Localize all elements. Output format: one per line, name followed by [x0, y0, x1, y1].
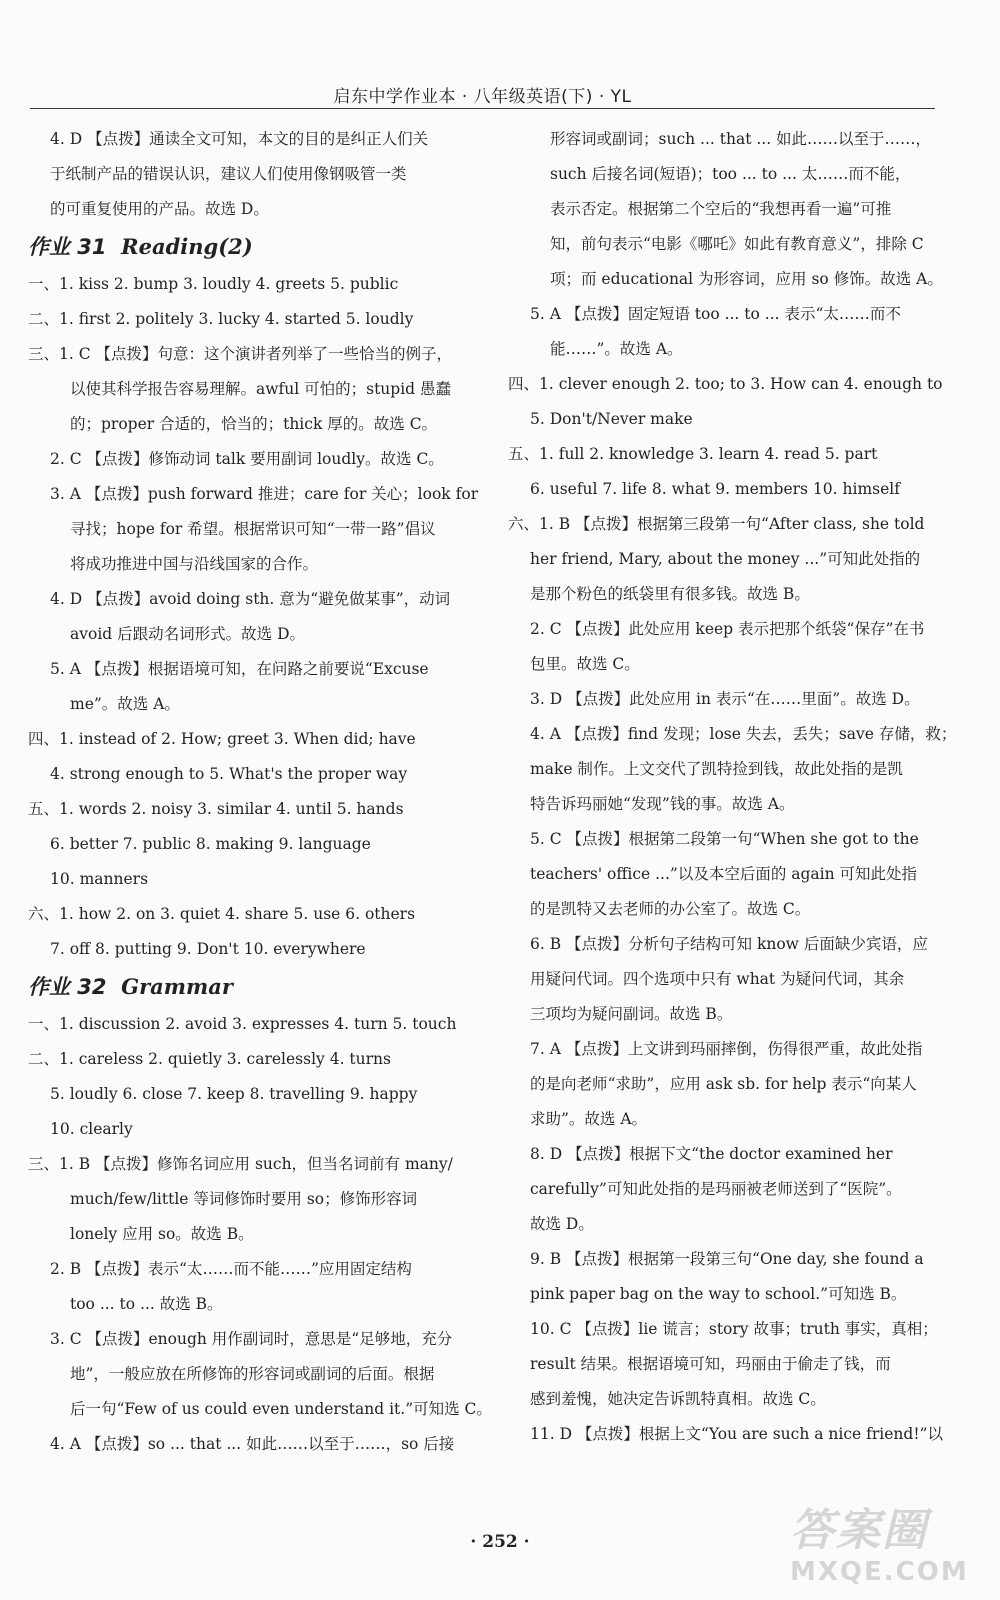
answer-line: 2. C 【点拨】修饰动词 talk 要用副词 loudly。故选 C。: [50, 450, 444, 468]
answer-line: 四、1. instead of 2. How; greet 3. When did; have: [28, 730, 416, 748]
answer-line: 3. D 【点拨】此处应用 in 表示“在……里面”。故选 D。: [530, 690, 920, 708]
answer-line: 6. useful 7. life 8. what 9. members 10. himself: [530, 480, 900, 498]
answer-line: 5. C 【点拨】根据第二段第一句“When she got to the: [530, 830, 919, 848]
answer-line: much/few/little 等词修饰时要用 so；修饰形容词: [70, 1190, 418, 1208]
answer-line: 6. better 7. public 8. making 9. language: [50, 835, 371, 853]
answer-line: too ... to ... 故选 B。: [70, 1295, 223, 1313]
answer-line: 的可重复使用的产品。故选 D。: [50, 200, 269, 218]
answer-line: 表示否定。根据第二个空后的“我想再看一遍”可推: [550, 200, 892, 218]
watermark-logo-text: 答案圈: [790, 1505, 928, 1556]
answer-line: 求助”。故选 A。: [530, 1110, 648, 1128]
homework-number: 作业 31: [28, 235, 107, 259]
answer-line: 4. A 【点拨】find 发现；lose 失去，丢失；save 存储，救；: [530, 725, 957, 743]
right-column: [508, 122, 957, 1452]
answer-line: 包里。故选 C。: [530, 655, 640, 673]
answer-line: 五、1. words 2. noisy 3. similar 4. until 5. hands: [28, 800, 404, 818]
answer-line: avoid 后跟动名词形式。故选 D。: [70, 625, 305, 643]
section-heading-31: [28, 227, 453, 267]
answer-line: 形容词或副词；such ... that ... 如此……以至于……，: [550, 130, 932, 148]
answer-line: 六、1. B 【点拨】根据第三段第一句“After class, she told: [508, 515, 925, 533]
answer-line: 项；而 educational 为形容词，应用 so 修饰。故选 A。: [550, 270, 943, 288]
answer-line: 9. B 【点拨】根据第一段第三句“One day, she found a: [530, 1250, 924, 1268]
answer-line: lonely 应用 so。故选 B。: [70, 1225, 254, 1243]
answer-line: her friend, Mary, about the money ...”可知此处指的: [530, 550, 921, 568]
answer-line: carefully”可知此处指的是玛丽被老师送到了“医院”。: [530, 1180, 902, 1198]
answer-line: result 结果。根据语境可知，玛丽由于偷走了钱，而: [530, 1355, 891, 1373]
answer-line: 3. C 【点拨】enough 用作副词时，意思是“足够地，充分: [50, 1330, 453, 1348]
answer-line: 三、1. B 【点拨】修饰名词应用 such，但当名词前有 many/: [28, 1155, 453, 1173]
answer-line: 2. C 【点拨】此处应用 keep 表示把那个纸袋“保存”在书: [530, 620, 925, 638]
answer-line: 四、1. clever enough 2. too; to 3. How can 4. enough to: [508, 375, 943, 393]
answer-line: 的是凯特又去老师的办公室了。故选 C。: [530, 900, 811, 918]
answer-line: 11. D 【点拨】根据上文“You are such a nice friend!”以: [530, 1425, 943, 1443]
answer-line: pink paper bag on the way to school.”可知选 B。: [530, 1285, 907, 1303]
answer-line: 4. A 【点拨】so ... that ... 如此……以至于……，so 后接: [50, 1435, 455, 1453]
answer-line: 地”，一般应放在所修饰的形容词或副词的后面。根据: [70, 1365, 435, 1383]
answer-line: 5. Don't/Never make: [530, 410, 693, 428]
answer-line: 感到羞愧，她决定告诉凯特真相。故选 C。: [530, 1390, 826, 1408]
answer-line: 六、1. how 2. on 3. quiet 4. share 5. use 6. others: [28, 905, 416, 923]
answer-line: me”。故选 A。: [70, 695, 180, 713]
section-title: Reading(2): [121, 234, 253, 259]
homework-number: 作业 32: [28, 975, 107, 999]
answer-line: 特告诉玛丽她“发现”钱的事。故选 A。: [530, 795, 795, 813]
answer-line: 7. off 8. putting 9. Don't 10. everywhere: [50, 940, 366, 958]
answer-line: 4. D 【点拨】通读全文可知，本文的目的是纠正人们关: [50, 130, 429, 148]
answer-line: 的；proper 合适的，恰当的；thick 厚的。故选 C。: [70, 415, 438, 433]
answer-line: 10. manners: [50, 870, 149, 888]
answer-line: make 制作。上文交代了凯特捡到钱，故此处指的是凯: [530, 760, 903, 778]
watermark-logo: [790, 1505, 990, 1595]
answer-line: 知，前句表示“电影《哪吒》如此有教育意义”，排除 C: [550, 235, 924, 253]
answer-line: 10. clearly: [50, 1120, 133, 1138]
answer-line: 4. D 【点拨】avoid doing sth. 意为“避免做某事”，动词: [50, 590, 451, 608]
left-column: [28, 122, 492, 1462]
answer-line: 能……”。故选 A。: [550, 340, 683, 358]
answer-line: 将成功推进中国与沿线国家的合作。: [70, 555, 319, 573]
answer-line: teachers' office ...”以及本空后面的 again 可知此处指: [530, 865, 918, 883]
answer-line: 五、1. full 2. knowledge 3. learn 4. read 5. part: [508, 445, 878, 463]
answer-line: 2. B 【点拨】表示“太……而不能……”应用固定结构: [50, 1260, 412, 1278]
answer-line: such 后接名词(短语)；too ... to ... 太……而不能，: [550, 165, 911, 183]
answer-line: 的是向老师“求助”，应用 ask sb. for help 表示“向某人: [530, 1075, 917, 1093]
answer-line: 三项均为疑问副词。故选 B。: [530, 1005, 733, 1023]
header-divider: [30, 108, 935, 109]
answer-line: 二、1. careless 2. quietly 3. carelessly 4. turns: [28, 1050, 391, 1068]
answer-line: 二、1. first 2. politely 3. lucky 4. started 5. loudly: [28, 310, 414, 328]
answer-line: 以使其科学报告容易理解。awful 可怕的；stupid 愚蠢: [70, 380, 452, 398]
answer-line: 用疑问代词。四个选项中只有 what 为疑问代词，其余: [530, 970, 905, 988]
answer-line: 于纸制产品的错误认识，建议人们使用像钢吸管一类: [50, 165, 407, 183]
answer-line: 6. B 【点拨】分析句子结构可知 know 后面缺少宾语，应: [530, 935, 928, 953]
answer-line: 一、1. discussion 2. avoid 3. expresses 4. turn 5. touch: [28, 1015, 457, 1033]
answer-line: 4. strong enough to 5. What's the proper way: [50, 765, 408, 783]
answer-line: 寻找；hope for 希望。根据常识可知“一带一路”倡议: [70, 520, 436, 538]
answer-line: 8. D 【点拨】根据下文“the doctor examined her: [530, 1145, 893, 1163]
page-number: · 252 ·: [470, 1532, 530, 1552]
answer-line: 是那个粉色的纸袋里有很多钱。故选 B。: [530, 585, 810, 603]
section-title: Grammar: [121, 974, 233, 999]
running-header: 启东中学作业本 · 八年级英语(下) · YL: [333, 87, 632, 107]
answer-line: 5. A 【点拨】固定短语 too ... to ... 表示“太……而不: [530, 305, 901, 323]
answer-line: 三、1. C 【点拨】句意：这个演讲者列举了一些恰当的例子，: [28, 345, 453, 363]
answer-line: 7. A 【点拨】上文讲到玛丽摔倒，伤得很严重，故此处指: [530, 1040, 923, 1058]
watermark-url: MXQE.COM: [790, 1557, 969, 1587]
answer-line: 3. A 【点拨】push forward 推进；care for 关心；look for: [50, 485, 479, 503]
answer-line: 5. A 【点拨】根据语境可知，在问路之前要说“Excuse: [50, 660, 429, 678]
answer-line: 5. loudly 6. close 7. keep 8. travelling 9. happy: [50, 1085, 418, 1103]
answer-line: 10. C 【点拨】lie 谎言；story 故事；truth 事实，真相；: [530, 1320, 938, 1338]
answer-line: 一、1. kiss 2. bump 3. loudly 4. greets 5. public: [28, 275, 399, 293]
answer-line: 后一句“Few of us could even understand it.”可知选 C。: [70, 1400, 492, 1418]
answer-line: 故选 D。: [530, 1215, 594, 1233]
section-heading-32: [28, 967, 453, 1007]
